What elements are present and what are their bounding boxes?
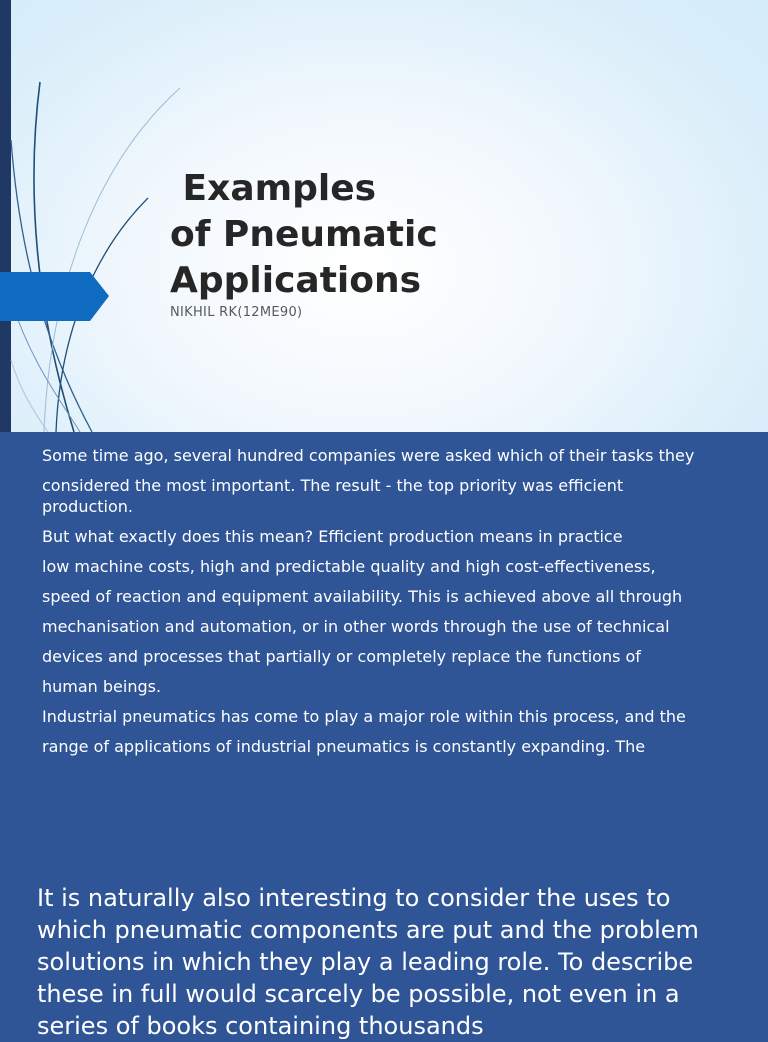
body-line: devices and processes that partially or completely replace the functions of [42,647,641,666]
pentagon-arrow-shape [0,272,109,321]
title-slide [0,0,768,432]
body-line: speed of reaction and equipment availability. This is achieved above all through [42,587,683,606]
slide-title: Examples of Pneumatic Applications [170,168,438,301]
body-text-lines [42,445,710,766]
body-line: mechanisation and automation, or in other words through the use of technical [42,617,670,636]
body-line: Industrial pneumatics has come to play a major role within this process, and the [42,707,686,726]
slide-subtitle: NIKHIL RK(12ME90) [170,305,303,320]
large-body-text: It is naturally also interesting to consider the uses to which pneumatic components are put and the problem solutions in which they play a leading role. To describe these in full would scarcely be possible, not even in a series of books containing thousands [37,884,699,1040]
body-line: Some time ago, several hundred companies were asked which of their tasks they [42,446,695,465]
curve-line [44,88,180,432]
body-line: human beings. [42,677,162,696]
body-line: considered the most important. The result - the top priority was efficient production. [42,476,624,516]
body-line: range of applications of industrial pneumatics is constantly expanding. The [42,737,646,756]
body-line: But what exactly does this mean? Efficient production means in practice [42,527,623,546]
curve-line [34,82,74,432]
body-line: low machine costs, high and predictable quality and high cost-effectiveness, [42,557,656,576]
